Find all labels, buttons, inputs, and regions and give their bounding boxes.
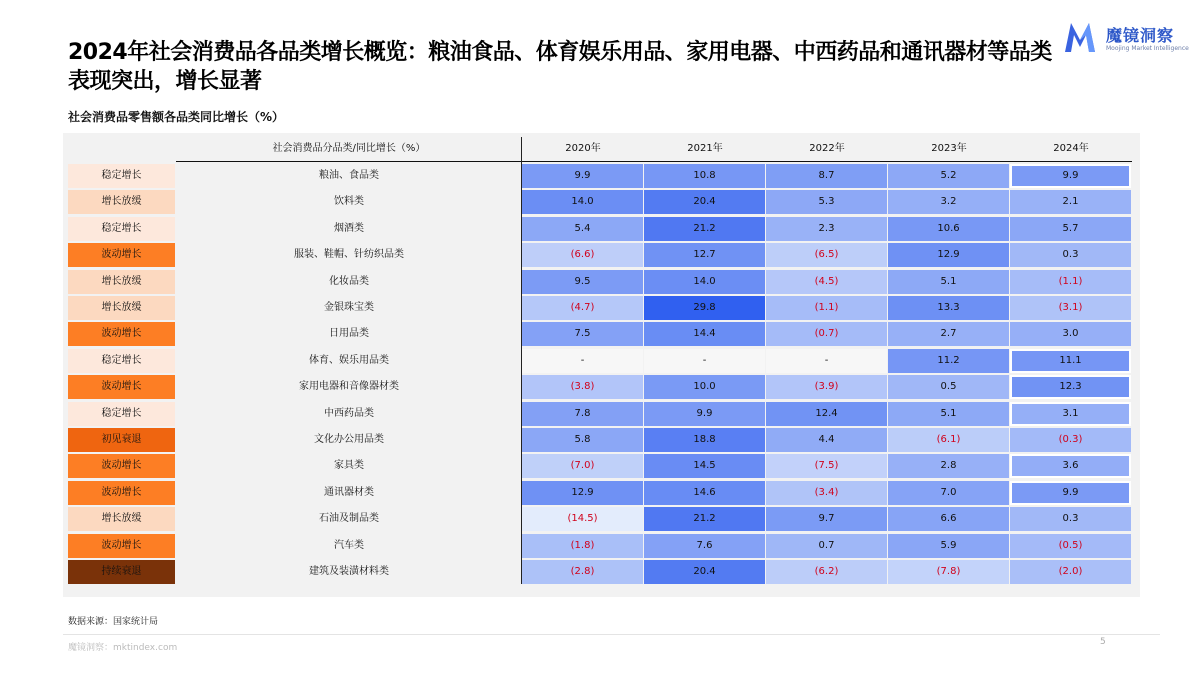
growth-cell: (1.1) <box>1010 270 1131 294</box>
growth-cell: (0.5) <box>1010 534 1131 558</box>
table-row <box>0 559 1200 585</box>
header-category: 社会消费品分品类/同比增长（%） <box>176 137 522 162</box>
growth-cell: - <box>766 349 887 373</box>
table-row <box>0 242 1200 268</box>
table-row <box>0 427 1200 453</box>
table-row <box>0 216 1200 242</box>
category-label: 烟酒类 <box>334 222 364 234</box>
growth-cell: (0.7) <box>766 322 887 346</box>
growth-cell: - <box>644 349 765 373</box>
growth-cell: 5.1 <box>888 402 1009 426</box>
growth-cell: (7.8) <box>888 560 1009 584</box>
growth-cell: 0.7 <box>766 534 887 558</box>
growth-cell: (0.3) <box>1010 428 1131 452</box>
growth-cell: 8.7 <box>766 164 887 188</box>
growth-cell: (4.7) <box>522 296 643 320</box>
category-label: 通讯器材类 <box>324 486 374 498</box>
trend-tag: 波动增长 <box>68 322 175 346</box>
trend-tag: 持续衰退 <box>68 560 175 584</box>
growth-cell: 29.8 <box>644 296 765 320</box>
growth-cell: 0.3 <box>1010 507 1131 531</box>
growth-cell: 0.3 <box>1010 243 1131 267</box>
growth-cell: 11.2 <box>888 349 1009 373</box>
table-row <box>0 321 1200 347</box>
trend-tag: 增长放缓 <box>68 190 175 214</box>
growth-cell: 0.5 <box>888 375 1009 399</box>
growth-cell: 7.8 <box>522 402 643 426</box>
growth-cell: 14.4 <box>644 322 765 346</box>
trend-tag: 波动增长 <box>68 375 175 399</box>
growth-cell: - <box>522 349 643 373</box>
header-year-2021: 2021年 <box>644 137 766 162</box>
trend-tag: 波动增长 <box>68 534 175 558</box>
page-number: 5 <box>1100 637 1106 647</box>
growth-cell: (6.2) <box>766 560 887 584</box>
logo-name: 魔镜洞察 <box>1106 26 1175 45</box>
trend-tag: 波动增长 <box>68 243 175 267</box>
growth-cell: 3.0 <box>1010 322 1131 346</box>
growth-cell: (6.5) <box>766 243 887 267</box>
growth-cell: 14.0 <box>644 270 765 294</box>
growth-cell: (1.8) <box>522 534 643 558</box>
growth-cell: 10.8 <box>644 164 765 188</box>
growth-cell: 5.7 <box>1010 217 1131 241</box>
moojing-logo-icon <box>1062 20 1098 54</box>
growth-cell: 12.3 <box>1010 375 1131 399</box>
table-row <box>0 374 1200 400</box>
trend-tag: 稳定增长 <box>68 217 175 241</box>
growth-cell: 7.0 <box>888 481 1009 505</box>
trend-tag: 增长放缓 <box>68 507 175 531</box>
growth-cell: (3.8) <box>522 375 643 399</box>
growth-cell: (3.4) <box>766 481 887 505</box>
trend-tag: 稳定增长 <box>68 349 175 373</box>
growth-cell: 3.6 <box>1010 454 1131 478</box>
growth-cell: (7.5) <box>766 454 887 478</box>
growth-cell: 18.8 <box>644 428 765 452</box>
growth-cell: 5.1 <box>888 270 1009 294</box>
growth-cell: (6.1) <box>888 428 1009 452</box>
footer-brand: 魔镜洞察：mktindex.com <box>68 643 178 653</box>
data-source: 数据来源：国家统计局 <box>68 617 159 627</box>
growth-cell: 12.4 <box>766 402 887 426</box>
growth-cell: 11.1 <box>1010 349 1131 373</box>
growth-cell: 5.2 <box>888 164 1009 188</box>
growth-cell: 12.9 <box>522 481 643 505</box>
table-row <box>0 453 1200 479</box>
growth-cell: 5.8 <box>522 428 643 452</box>
column-divider <box>521 137 522 584</box>
page-title: 2024年社会消费品各品类增长概览：粮油食品、体育娱乐用品、家用电器、中西药品和通讯器材等品类表现突出，增长显著 <box>68 40 1052 94</box>
growth-cell: 21.2 <box>644 507 765 531</box>
growth-cell: 9.7 <box>766 507 887 531</box>
growth-cell: 5.3 <box>766 190 887 214</box>
category-label: 汽车类 <box>334 539 364 551</box>
table-row <box>0 348 1200 374</box>
growth-cell: 3.1 <box>1010 402 1131 426</box>
growth-cell: 2.8 <box>888 454 1009 478</box>
category-label: 金银珠宝类 <box>324 302 374 313</box>
growth-cell: 20.4 <box>644 560 765 584</box>
table-row <box>0 163 1200 189</box>
growth-cell: 9.9 <box>1010 481 1131 505</box>
growth-cell: 14.0 <box>522 190 643 214</box>
growth-cell: 12.7 <box>644 243 765 267</box>
growth-cell: (4.5) <box>766 270 887 294</box>
trend-tag: 初见衰退 <box>68 428 175 452</box>
growth-cell: (6.6) <box>522 243 643 267</box>
growth-cell: 10.0 <box>644 375 765 399</box>
category-label: 体育、娱乐用品类 <box>309 354 389 366</box>
growth-cell: (2.0) <box>1010 560 1131 584</box>
header-year-2024: 2024年 <box>1010 137 1132 162</box>
category-label: 粮油、食品类 <box>319 170 379 181</box>
table-row <box>0 401 1200 427</box>
table-row <box>0 189 1200 215</box>
trend-tag: 稳定增长 <box>68 402 175 426</box>
growth-cell: 2.3 <box>766 217 887 241</box>
trend-tag: 增长放缓 <box>68 296 175 320</box>
category-label: 服装、鞋帽、针纺织品类 <box>294 249 404 261</box>
category-label: 饮料类 <box>334 196 364 208</box>
growth-cell: 21.2 <box>644 217 765 241</box>
growth-cell: 5.4 <box>522 217 643 241</box>
growth-cell: (1.1) <box>766 296 887 320</box>
growth-cell: (3.1) <box>1010 296 1131 320</box>
category-label: 日用品类 <box>329 328 369 340</box>
growth-cell: (14.5) <box>522 507 643 531</box>
trend-tag: 增长放缓 <box>68 270 175 294</box>
category-label: 建筑及装潢材料类 <box>309 566 389 577</box>
logo-subtitle: Moojing Market Intelligence <box>1106 45 1189 52</box>
footer-divider <box>63 634 1160 635</box>
header-year-2023: 2023年 <box>888 137 1010 162</box>
growth-cell: 6.6 <box>888 507 1009 531</box>
table-row <box>0 533 1200 559</box>
brand-logo <box>1062 20 1192 60</box>
growth-cell: 9.9 <box>1010 164 1131 188</box>
chart-title: 社会消费品零售额各品类同比增长（%） <box>68 110 285 124</box>
growth-cell: 14.6 <box>644 481 765 505</box>
growth-cell: 20.4 <box>644 190 765 214</box>
table-row <box>0 480 1200 506</box>
growth-cell: 2.1 <box>1010 190 1131 214</box>
header-year-2022: 2022年 <box>766 137 888 162</box>
trend-tag: 波动增长 <box>68 481 175 505</box>
trend-tag: 稳定增长 <box>68 164 175 188</box>
header-year-2020: 2020年 <box>522 137 644 162</box>
growth-cell: 9.9 <box>644 402 765 426</box>
growth-cell: 10.6 <box>888 217 1009 241</box>
growth-cell: 3.2 <box>888 190 1009 214</box>
category-label: 化妆品类 <box>329 275 369 287</box>
growth-cell: 2.7 <box>888 322 1009 346</box>
category-label: 中西药品类 <box>324 407 374 419</box>
trend-tag: 波动增长 <box>68 454 175 478</box>
growth-cell: 14.5 <box>644 454 765 478</box>
table-row <box>0 295 1200 321</box>
table-header <box>0 137 1200 162</box>
growth-cell: 7.6 <box>644 534 765 558</box>
table-row <box>0 506 1200 532</box>
table-row <box>0 269 1200 295</box>
growth-cell: 9.9 <box>522 164 643 188</box>
growth-cell: (2.8) <box>522 560 643 584</box>
growth-cell: 5.9 <box>888 534 1009 558</box>
growth-cell: 9.5 <box>522 270 643 294</box>
growth-cell: 4.4 <box>766 428 887 452</box>
category-label: 文化办公用品类 <box>314 434 384 445</box>
category-label: 石油及制品类 <box>319 513 379 525</box>
category-label: 家用电器和音像器材类 <box>299 381 399 393</box>
growth-cell: 7.5 <box>522 322 643 346</box>
growth-cell: (7.0) <box>522 454 643 478</box>
growth-cell: 12.9 <box>888 243 1009 267</box>
category-label: 家具类 <box>334 460 364 472</box>
growth-cell: 13.3 <box>888 296 1009 320</box>
growth-cell: (3.9) <box>766 375 887 399</box>
